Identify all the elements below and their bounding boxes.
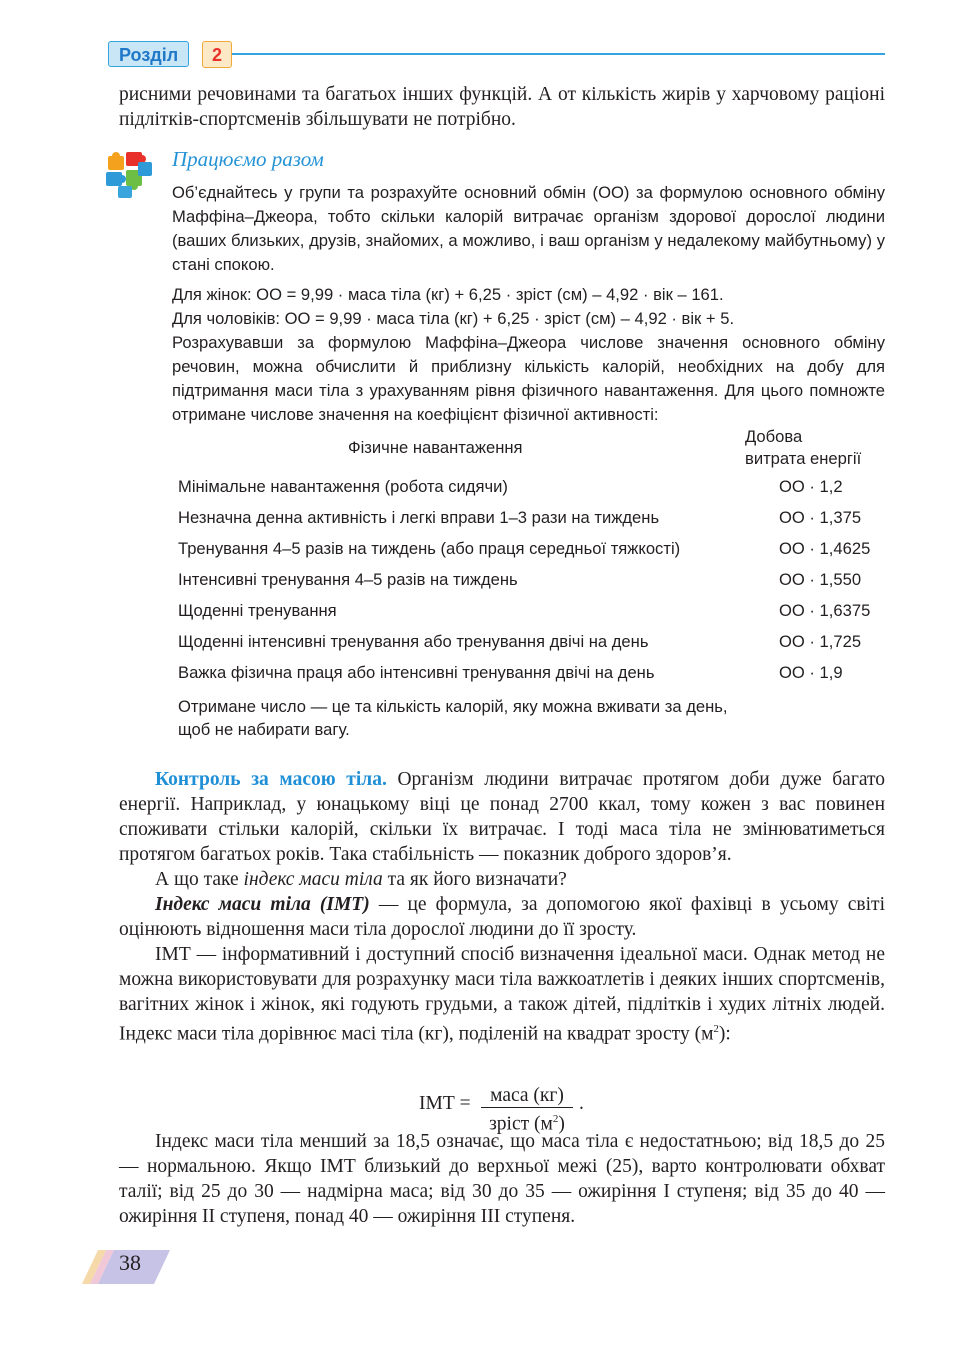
table-note: Отримане число — це та кількість калорій, яку можна вживати за день, щоб не набирати вагу. <box>178 697 728 739</box>
table-row <box>178 567 888 598</box>
puzzle-icon <box>106 150 156 200</box>
imt-term: Індекс маси тіла (ІМТ) <box>155 894 370 915</box>
activity-cell: Важка фізична праця або інтенсивні тренування двічі на день <box>178 663 655 682</box>
activity-cell: Щоденні інтенсивні тренування або тренування двічі на день <box>178 632 649 651</box>
table-row <box>178 505 888 536</box>
work-together-title: Працюємо разом <box>172 147 324 171</box>
work-together-box <box>172 181 885 427</box>
energy-cell: ОО · 1,6375 <box>779 601 871 620</box>
table-row <box>178 474 888 505</box>
control-text: Організм людини витрачає протягом доби дуже багато енергії. Наприклад, у юнацькому віці це понад 2700 ккал, тому кожен з вас повинен споживати стільки калорій, скільки їх витрачає. І тоді маса тіла не змінюватиметься протягом багатьох років. Така стабільність — показник доброго здоров’я. <box>119 769 885 865</box>
energy-column-header: Добова витрата енергії <box>745 427 862 468</box>
header-divider <box>232 53 885 55</box>
page-number: 38 <box>119 1250 141 1275</box>
table-row <box>178 660 888 691</box>
activity-cell: Тренування 4–5 разів на тиждень (або праця середньої тяжкості) <box>178 539 681 558</box>
chapter-label: Розділ <box>108 41 189 67</box>
activity-table-header <box>178 424 888 474</box>
imt-method-paragraph: ІМТ — інформативний і доступний спосіб визначення ідеальної маси. Однак метод не можна використовувати для розрахунку маси тіла важкоатлетів і деяких інших спортсменів, вагітних жінок і жінок, які годують грудьми, а також дітей, підлітків і худих літніх людей. Індекс маси тіла дорівнює масі тіла (кг), поділеній на квадрат зросту $(м^2)$: <box>119 944 885 1045</box>
energy-cell: ОО · 1,4625 <box>779 539 871 558</box>
energy-cell: ОО · 1,375 <box>779 508 862 527</box>
activity-table <box>178 424 888 741</box>
main-text <box>119 767 885 1047</box>
work-together-paragraph-2: Розрахувавши за формулою Маффіна–Джеора числове значення основного обміну речовин, можна обчислити й приблизну кількість калорій, необхідних на добу для підтримання маси тіла з урахуванням рівня фізичного навантаження. Для цього помножте отримане числове значення на коефіцієнт фізичної активності: <box>172 333 885 424</box>
control-paragraph <box>119 767 885 867</box>
formula-men: Для чоловіків: ОО = 9,99 · маса тіла (кг) + 6,25 · зріст (см) – 4,92 · вік + 5. <box>172 309 735 328</box>
control-heading: Контроль за масою тіла. <box>155 769 387 790</box>
chapter-number: 2 <box>202 41 232 68</box>
activity-column-header: Фізичне навантаження <box>348 438 523 457</box>
intro-paragraph <box>119 82 885 132</box>
table-row <box>178 536 888 567</box>
formula-lhs: ІМТ = <box>419 1093 471 1114</box>
table-row <box>178 629 888 660</box>
formula-numerator: маса (кг) <box>481 1085 573 1108</box>
formula-fraction <box>481 1085 573 1136</box>
imt-ranges <box>119 1129 885 1229</box>
formula-women: Для жінок: ОО = 9,99 · маса тіла (кг) + 6,25 · зріст (см) – 4,92 · вік – 161. <box>172 285 724 304</box>
question-term: індекс маси тіла <box>243 869 383 890</box>
intro-text: рисними речовинами та багатьох інших функцій. А от кількість жирів у харчовому раціоні підлітків-спортсменів збільшувати не потрібно. <box>119 84 885 130</box>
formula-denominator: зріст $(м^2)$ <box>489 1113 565 1135</box>
activity-cell: Незначна денна активність і легкі вправи 1–3 рази на тиждень <box>178 508 660 527</box>
question-paragraph: А що таке індекс маси тіла та як його визначати? <box>155 869 567 890</box>
activity-cell: Мінімальне навантаження (робота сидячи) <box>178 477 508 496</box>
energy-cell: ОО · 1,550 <box>779 570 862 589</box>
imt-definition-paragraph: Індекс маси тіла (ІМТ) — це формула, за допомогою якої фахівці в усьому світі оцінюють відношення маси тіла дорослої людини до її зросту. <box>119 894 885 940</box>
activity-cell: Інтенсивні тренування 4–5 разів на тиждень <box>178 570 518 589</box>
energy-cell: ОО · 1,2 <box>779 477 843 496</box>
imt-ranges-text: Індекс маси тіла менший за 18,5 означає, що маса тіла є недостатньою; від 18,5 до 25 — нормальною. Якщо ІМТ близький до верхньої межі (25), варто контролювати обхват талії; від 25 до 30 — надмірна маса; від 30 до 35 — ожиріння І ступеня; від 35 до 40 — ожиріння ІІ ступеня, понад 40 — ожиріння ІІІ ступеня. <box>119 1131 885 1227</box>
work-together-paragraph-1: Об’єднайтесь у групи та розрахуйте основний обмін (ОО) за формулою основного обміну Маффіна–Джеора, тобто скільки калорій витрачає організм здорової дорослої людини (ваших близьких, друзів, знайомих, а можливо, і ваш організм у недалекому майбутньому) у стані спокою. <box>172 183 885 274</box>
table-row <box>178 598 888 629</box>
chapter-header <box>108 41 885 69</box>
energy-cell: ОО · 1,725 <box>779 632 862 651</box>
energy-cell: ОО · 1,9 <box>779 663 843 682</box>
activity-cell: Щоденні тренування <box>178 601 337 620</box>
